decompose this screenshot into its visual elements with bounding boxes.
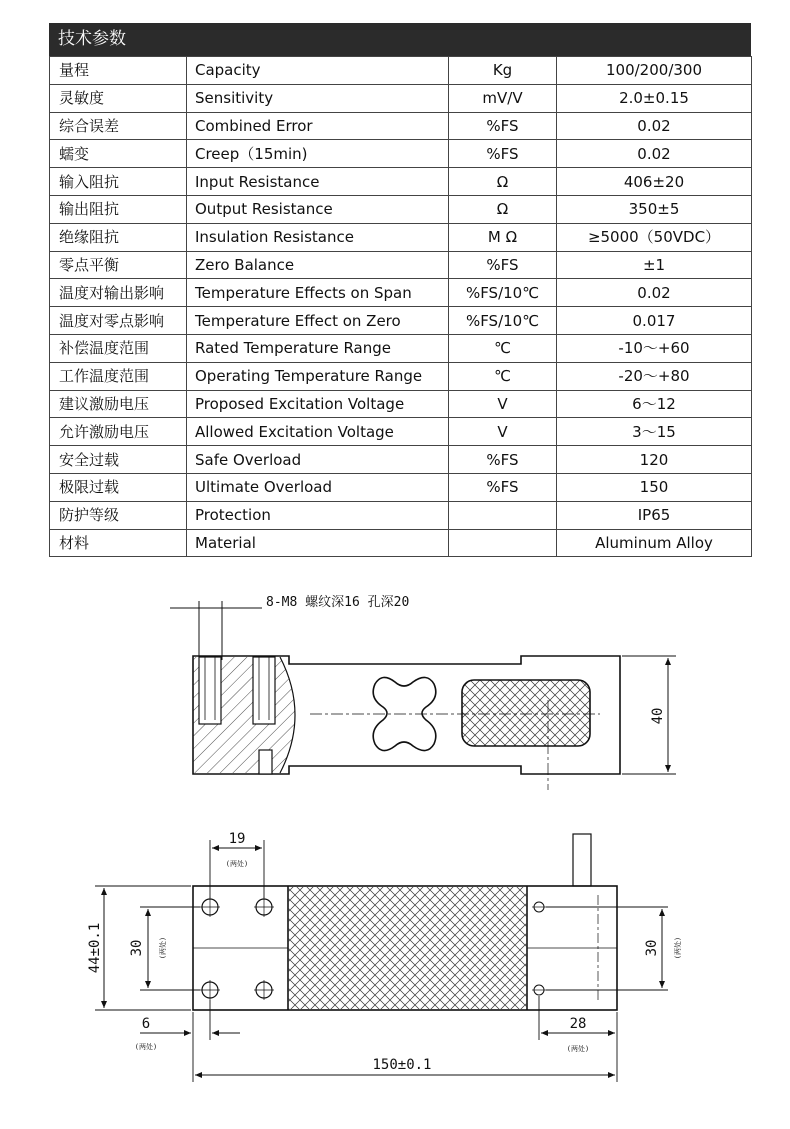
spec-label-en: Allowed Excitation Voltage [187, 418, 449, 446]
height-dim-label: 40 [650, 707, 666, 725]
spec-value: 3～15 [557, 418, 752, 446]
spec-value: 0.02 [557, 279, 752, 307]
spec-unit: ℃ [449, 362, 557, 390]
spec-label-zh: 防护等级 [50, 501, 187, 529]
spec-value: Aluminum Alloy [557, 529, 752, 557]
spec-unit: M Ω [449, 223, 557, 251]
spec-unit: Ω [449, 195, 557, 223]
spec-value: IP65 [557, 501, 752, 529]
spec-label-en: Material [187, 529, 449, 557]
spec-label-en: Capacity [187, 57, 449, 85]
spec-value: 406±20 [557, 168, 752, 196]
side-view [170, 601, 676, 790]
spec-label-en: Operating Temperature Range [187, 362, 449, 390]
gauge-cover [288, 887, 527, 1009]
spec-unit: V [449, 418, 557, 446]
spec-label-en: Creep（15min) [187, 140, 449, 168]
spec-label-en: Temperature Effects on Span [187, 279, 449, 307]
spec-label-zh: 绝缘阻抗 [50, 223, 187, 251]
left-span-note: (两处) [159, 936, 167, 960]
right-span-label: 30 [644, 939, 660, 957]
spec-unit: ℃ [449, 334, 557, 362]
mounting-holes-left [200, 897, 274, 1000]
spec-label-en: Safe Overload [187, 446, 449, 474]
spec-unit: %FS [449, 473, 557, 501]
spec-label-zh: 安全过载 [50, 446, 187, 474]
spec-label-en: Proposed Excitation Voltage [187, 390, 449, 418]
spec-value: -20～+80 [557, 362, 752, 390]
spec-label-zh: 补偿温度范围 [50, 334, 187, 362]
spec-unit: Kg [449, 57, 557, 85]
spec-label-en: Sensitivity [187, 84, 449, 112]
spec-table-title: 技术参数 [49, 23, 751, 56]
right-offset-note: (两处) [566, 1045, 590, 1053]
thread-hole-1 [199, 657, 221, 724]
length-dim-label: 150±0.1 [372, 1057, 432, 1073]
spec-label-en: Ultimate Overload [187, 473, 449, 501]
spec-label-zh: 输入阻抗 [50, 168, 187, 196]
thread-note: 8-M8 螺纹深16 孔深20 [266, 595, 410, 610]
spec-label-en: Rated Temperature Range [187, 334, 449, 362]
spec-unit: Ω [449, 168, 557, 196]
spec-label-zh: 工作温度范围 [50, 362, 187, 390]
spec-label-zh: 材料 [50, 529, 187, 557]
spec-label-en: Combined Error [187, 112, 449, 140]
spec-label-zh: 综合误差 [50, 112, 187, 140]
left-span-label: 30 [129, 939, 145, 957]
spec-label-zh: 允许激励电压 [50, 418, 187, 446]
spec-unit: %FS [449, 446, 557, 474]
spec-value: 100/200/300 [557, 57, 752, 85]
spec-unit: V [449, 390, 557, 418]
spec-label-zh: 输出阻抗 [50, 195, 187, 223]
spec-value: 350±5 [557, 195, 752, 223]
right-offset-label: 28 [569, 1016, 587, 1032]
spec-value: 0.02 [557, 112, 752, 140]
spec-label-zh: 建议激励电压 [50, 390, 187, 418]
spec-label-zh: 灵敏度 [50, 84, 187, 112]
right-span-note: (两处) [674, 936, 682, 960]
spec-value: 2.0±0.15 [557, 84, 752, 112]
spec-label-zh: 极限过载 [50, 473, 187, 501]
spec-unit: %FS/10℃ [449, 279, 557, 307]
spec-unit: %FS [449, 251, 557, 279]
spec-unit: %FS [449, 112, 557, 140]
spec-value: 0.02 [557, 140, 752, 168]
spec-label-zh: 温度对零点影响 [50, 307, 187, 335]
spec-label-zh: 量程 [50, 57, 187, 85]
spec-label-zh: 蠕变 [50, 140, 187, 168]
gauge-window [462, 680, 590, 746]
spec-value: 0.017 [557, 307, 752, 335]
spec-value: ≥5000（50VDC） [557, 223, 752, 251]
spec-label-zh: 零点平衡 [50, 251, 187, 279]
spec-value: 120 [557, 446, 752, 474]
spec-label-en: Input Resistance [187, 168, 449, 196]
spec-value: 6～12 [557, 390, 752, 418]
edge-offset-note: (两处) [134, 1043, 158, 1051]
spec-label-en: Zero Balance [187, 251, 449, 279]
spec-value: 150 [557, 473, 752, 501]
spec-label-en: Temperature Effect on Zero [187, 307, 449, 335]
spec-value: ±1 [557, 251, 752, 279]
mounting-holes-right [532, 902, 546, 995]
edge-offset-label: 6 [141, 1016, 151, 1032]
spec-unit: mV/V [449, 84, 557, 112]
thread-hole-2 [253, 657, 275, 724]
hole-spacing-note: (两处) [225, 860, 249, 868]
spec-label-en: Insulation Resistance [187, 223, 449, 251]
spec-label-en: Protection [187, 501, 449, 529]
hole-spacing-label: 19 [228, 831, 246, 847]
spec-label-zh: 温度对输出影响 [50, 279, 187, 307]
width-dim-label: 44±0.1 [87, 922, 103, 974]
spec-label-en: Output Resistance [187, 195, 449, 223]
cable [573, 834, 591, 886]
spec-value: -10～+60 [557, 334, 752, 362]
spec-unit: %FS/10℃ [449, 307, 557, 335]
spec-unit: %FS [449, 140, 557, 168]
